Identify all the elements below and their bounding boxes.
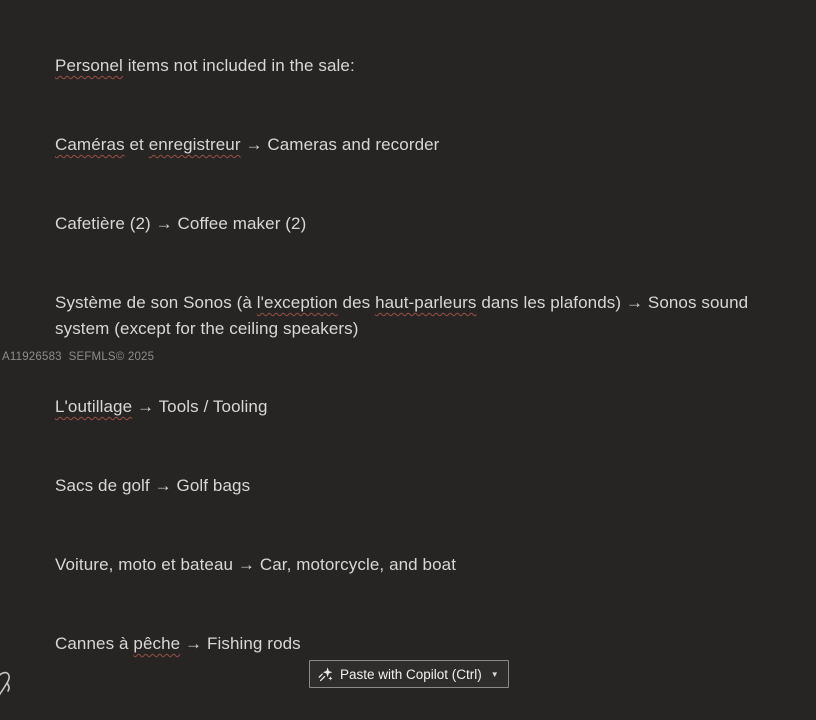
text-segment: → Cameras and recorder xyxy=(240,135,440,154)
text-segment: items not included in the sale: xyxy=(122,56,355,75)
text-segment: Sacs de golf → Golf bags xyxy=(55,476,251,495)
mls-watermark: A11926583 SEFMLS© 2025 xyxy=(2,351,155,363)
text-segment: Voiture, moto et bateau → Car, motorcycle, and boat xyxy=(55,555,457,574)
ink-stroke xyxy=(0,668,20,704)
text-segment: Système de son Sonos (à xyxy=(55,293,257,312)
text-segment: → Tools / Tooling xyxy=(132,397,268,416)
document-line[interactable] xyxy=(55,630,301,657)
misspelled-word: L'outillage xyxy=(55,397,133,416)
paste-with-copilot-label: Paste with Copilot (Ctrl) xyxy=(340,666,482,682)
document-line[interactable] xyxy=(55,393,268,420)
text-segment: dans les plafonds) → Sonos sound xyxy=(476,293,749,312)
misspelled-word: l'exception xyxy=(256,293,338,312)
document-line[interactable] xyxy=(55,131,439,158)
document-line[interactable] xyxy=(55,315,359,342)
misspelled-word: Caméras xyxy=(55,135,125,154)
text-segment: des xyxy=(337,293,376,312)
document-line[interactable] xyxy=(55,210,306,237)
text-segment: Cafetière (2) → Coffee maker (2) xyxy=(55,214,307,233)
caret-down-icon[interactable]: ▼ xyxy=(490,669,499,679)
text-segment: Cannes à xyxy=(55,634,134,653)
document-line[interactable] xyxy=(55,52,355,79)
text-segment: → Fishing rods xyxy=(180,634,301,653)
document-line[interactable] xyxy=(55,472,250,499)
text-segment: system (except for the ceiling speakers) xyxy=(55,319,359,338)
text-segment: et xyxy=(124,135,149,154)
misspelled-word: haut-parleurs xyxy=(375,293,477,312)
document-line[interactable] xyxy=(55,289,748,316)
misspelled-word: Personel xyxy=(55,56,123,75)
misspelled-word: enregistreur xyxy=(148,135,241,154)
paste-with-copilot-button[interactable] xyxy=(309,660,509,688)
misspelled-word: pêche xyxy=(133,634,181,653)
copilot-sparkle-icon xyxy=(317,666,334,683)
document-line[interactable] xyxy=(55,551,456,578)
